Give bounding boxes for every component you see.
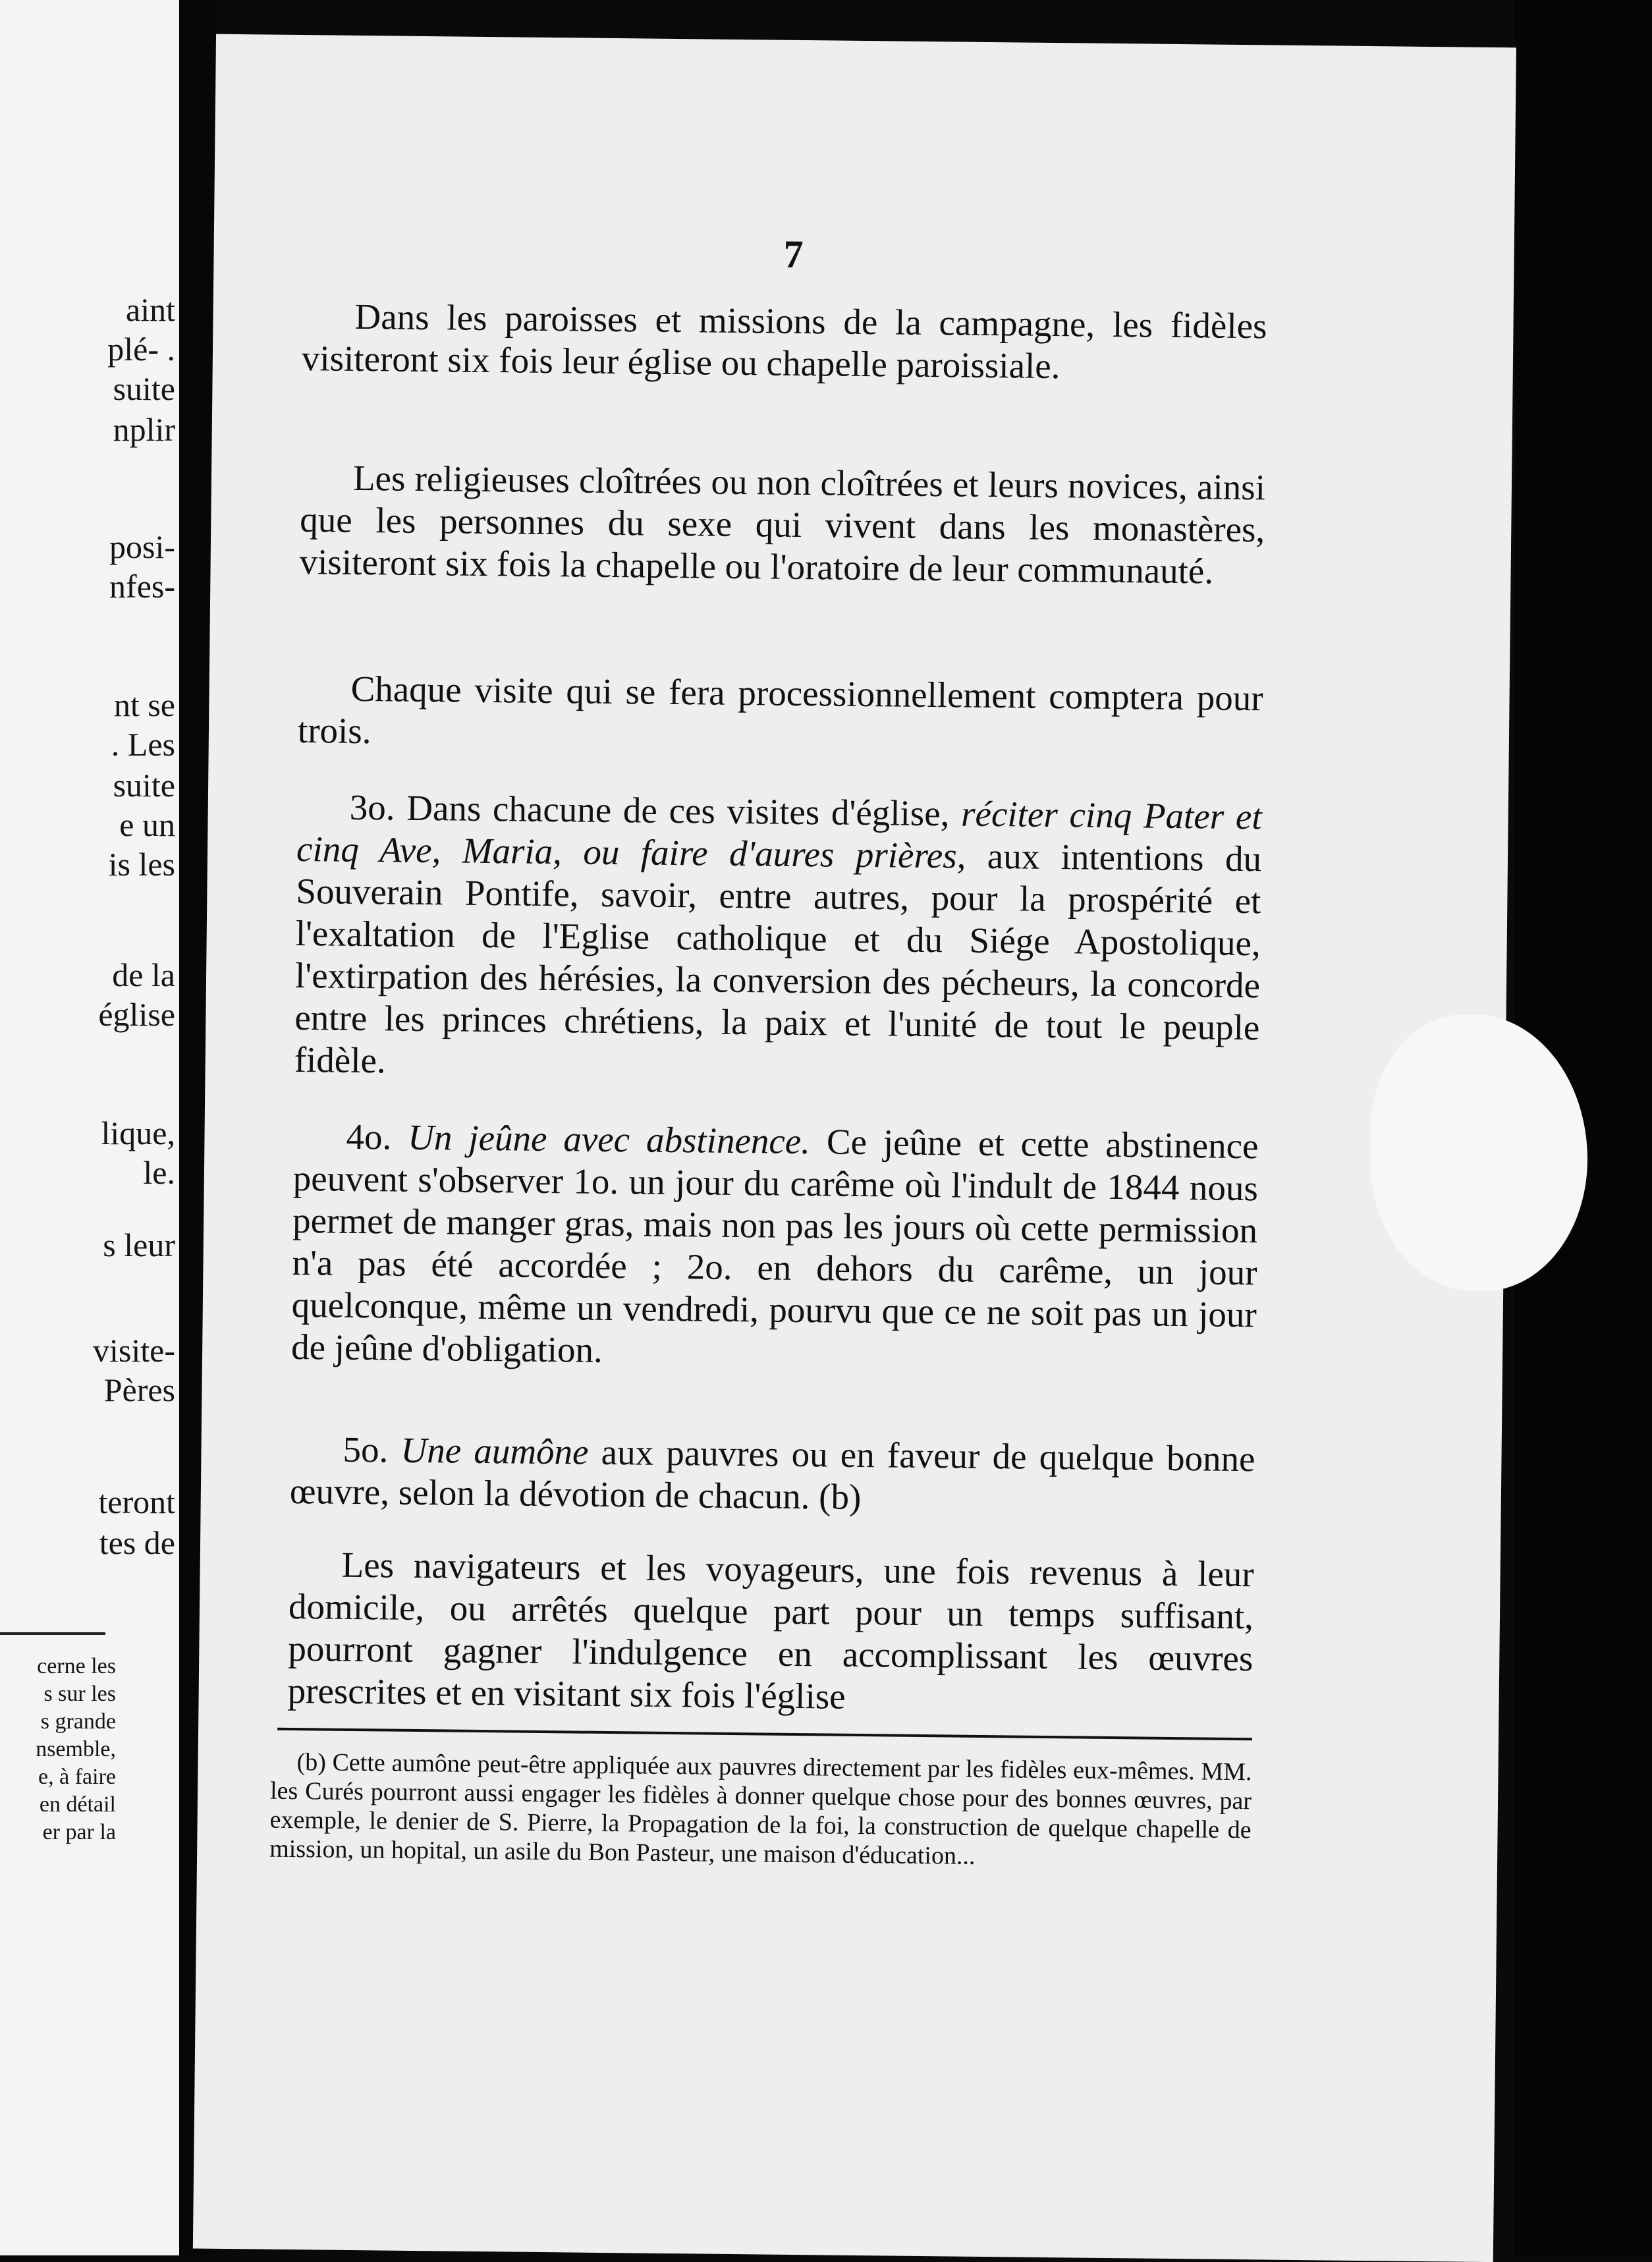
left-page-line: teront: [98, 1483, 175, 1520]
left-page-line: aint: [126, 291, 175, 328]
left-page-line: Pères: [103, 1371, 175, 1408]
left-page-line: nt se: [113, 686, 175, 723]
paragraph-religious: Les religieuses cloîtrées ou non cloîtrées et leurs novices, ainsi que les personnes du sexe qui vivent dans les monastères, visiteront six fois la chapelle ou l'oratoire de leur communauté.: [299, 457, 1266, 592]
left-page-footnote-rule: [0, 1632, 105, 1635]
left-page-note-line: er par la: [42, 1820, 116, 1844]
item-5-rest: aux pauvres ou en faveur de quelque bonne œuvre, selon la dévotion de chacun. (b): [289, 1431, 1255, 1518]
item-5-italic: Une aumône: [400, 1429, 589, 1472]
left-page-line: de la: [112, 956, 175, 993]
left-page-line: plé- .: [107, 331, 175, 368]
left-page-line: is les: [108, 846, 175, 883]
left-page-line: suite: [113, 767, 175, 804]
left-page-note-line: e, à faire: [38, 1765, 116, 1789]
left-page-line: suite: [113, 370, 175, 407]
left-page-note-line: cerne les: [37, 1654, 116, 1678]
left-page-line: e un: [119, 806, 175, 843]
item-4-rest: Ce jeûne et cette abstinence peuvent s'observer 1o. un jour du carême où l'indult de 1844 nous permet de manger gras, mais non pas les jours où cette permission n'a pas été accordée ; 2o. en dehors du carême, un jour quelconque, même un vendredi, pourvu que ce ne soit pas un jour de jeûne d'obligation.: [290, 1121, 1259, 1370]
item-5-lead: 5o.: [343, 1429, 401, 1470]
footnote-b: (b) Cette aumône peut-être appliquée aux pauvres directement par les fidèles eux-mêmes. MM. les Curés pourront aussi engager les fidèles à donner quelque chose pour des bonnes œuvres, par exemple, le denier de S. Pierre, la Propagation de la foi, la construction de quelque chapelle de mission, un hopital, un asile du Bon Pasteur, une maison d'éducation...: [269, 1748, 1252, 1870]
left-page-note-line: s grande: [40, 1709, 116, 1734]
left-page-line: posi-: [109, 528, 175, 565]
item-3-lead: 3o. Dans chacune de ces visites d'église,: [349, 786, 962, 834]
item-4-italic: Un jeûne avec abstinence.: [407, 1117, 811, 1162]
paragraph-procession: Chaque visite qui se fera processionnellement comptera pour trois.: [297, 668, 1263, 752]
footnote-rule: [277, 1728, 1252, 1740]
left-page-line: nplir: [113, 411, 175, 448]
item-4-lead: 4o.: [346, 1116, 408, 1157]
left-page-line: . Les: [111, 726, 175, 763]
left-page-note-line: s sur les: [43, 1682, 116, 1706]
item-5-alms: [290, 1428, 1255, 1522]
item-3-italic: réciter cinq Pater et cinq Ave, Maria, ou faire d'aures prières,: [296, 793, 1263, 876]
left-page-line: église: [98, 996, 175, 1033]
page-number: 7: [783, 232, 804, 277]
left-page-line: nfes-: [109, 568, 175, 605]
left-page-line: le.: [143, 1154, 175, 1191]
left-page-note-line: nsemble,: [36, 1737, 116, 1761]
left-page-line: lique,: [101, 1115, 175, 1151]
item-3-prayers: [294, 786, 1262, 1091]
page: [193, 34, 1516, 2262]
item-3-rest: aux intentions du Souverain Pontife, savoir, entre autres, pour la prospérité et l'exaltation de l'Eglise catholique et du Siége Apostolique, l'extirpation des hérésies, la conversion des pécheurs, la concorde entre les princes chrétiens, la paix et l'unité de tout le peuple fidèle.: [294, 835, 1262, 1081]
paragraph-travellers: Les navigateurs et les voyageurs, une fois revenus à leur domicile, ou arrêtés quelque part pour un temps suffisant, pourront gagner l'indulgence en accomplissant les œuvres prescrites et en visitant six fois l'église: [287, 1544, 1254, 1717]
left-page-line: tes de: [99, 1524, 175, 1561]
paragraph-parishes: Dans les paroisses et missions de la campagne, les fidèles visiteront six fois leur église ou chapelle paroissiale.: [301, 296, 1267, 387]
left-page-note-line: en détail: [39, 1792, 116, 1817]
item-4-fast: [291, 1115, 1259, 1378]
previous-page-edge: [0, 0, 179, 2255]
left-page-line: s leur: [103, 1227, 175, 1263]
left-page-line: visite-: [93, 1332, 175, 1369]
